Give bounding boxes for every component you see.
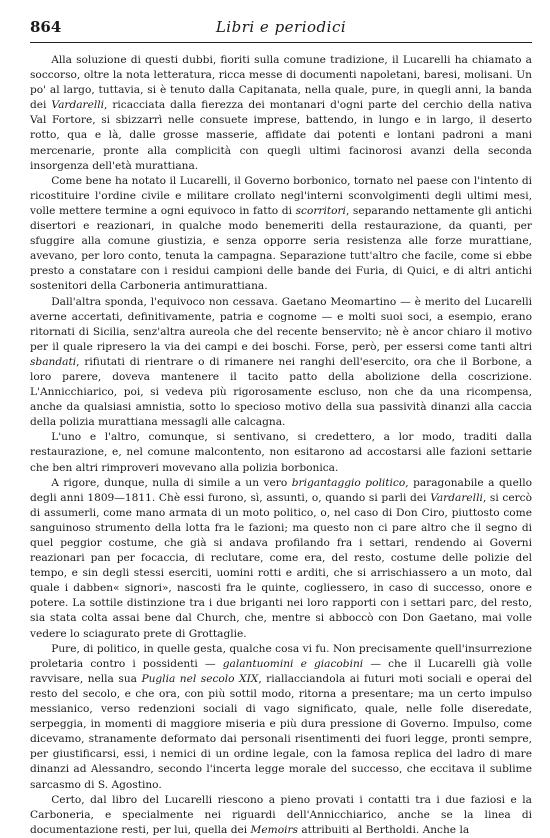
italic-text: Puglia nel secolo XIX	[141, 672, 259, 685]
running-title: Libri e periodici	[215, 18, 347, 36]
text-run: Come bene ha notato il Lucarelli, il Governo borbonico, tornato nel paese con l'intento di ricostituire l'ordine civile e militare crollato negl'interni sconvolgimenti degli ultimi mesi, volle mettere termine a ogni equivoco in fatto di	[30, 174, 532, 217]
page-header	[30, 16, 532, 38]
italic-text: Vardarelli	[51, 99, 105, 112]
text-run: — che il Lucarelli già volle ravvisare, nella sua	[30, 657, 532, 685]
text-run: , paragonabile a quello degli anni 1809—1811. Chè essi furono, sì, assunti, o, quando si parli dei	[30, 476, 532, 504]
paragraph	[30, 174, 532, 295]
italic-text: sbandati	[30, 355, 77, 368]
paragraph	[30, 476, 532, 642]
text-run: , si cercò di assumerli, come mano armata di un moto politico, o, nel caso di Don Ciro, piuttosto come sanguinoso strumento della lotta fra le fazioni; ma questo non ci pare altro che il segno di quel peggior costume, che già si andava profilando fra i settari, rendendo ai Governi reazionari pan per focaccia, di reclutare, come era, del resto, costume delle polizie del tempo, e sin degli stessi eserciti, uomini rotti e arditi, che si arrischiassero a un moto, dal quale i dabben« signori», nascosti fra le quinte, cogliessero, in caso di successo, onore e potere. La sottile distinzione tra i due briganti nei loro rapporti con i settari parc, del resto, sia stata colta assai bene dal Church, che, mentre si abboccò con Don Gaetano, mai volle vedere lo sciagurato prete di Grottaglie.	[30, 491, 532, 640]
text-run: , riallacciandola ai futuri moti sociali e operai del resto del secolo, e che ora, con più sottil modo, ritorna a presentare; ma un certo impulso messianico, verso redenzioni sociali di vago significato, quale, nelle folle diseredate, serpeggia, in momenti di maggiore miseria e più dura pressione di Governo. Impulso, come dicevamo, stranamente deformato dai personali risentimenti dei fuori legge, pronti sempre, per giustificarsi, essi, i nemici di un ordine legale, con la famosa replica del ladro di mare dinanzi ad Alessandro, secondo l'incerta legge morale del successo, che eccitava il sublime sarcasmo di S. Agostino.	[30, 672, 532, 791]
paragraph	[30, 642, 532, 793]
italic-text: brigantaggio politico	[291, 476, 406, 489]
body-text	[30, 53, 532, 838]
page-number: 864	[30, 18, 62, 36]
paragraph	[30, 295, 532, 431]
paragraph	[30, 793, 532, 838]
text-run: Alla soluzione di questi dubbi, fioriti sulla comune tradizione, il Lucarelli ha chiamato a soccorso, oltre la nota letteratura, ricca messe di documenti napoletani, baresi, molisani. Un po' al largo, tuttavia, si è tenuto dalla Capitanata, nella quale, pure, in quegli anni, la banda dei	[30, 54, 532, 112]
paragraph	[30, 430, 532, 475]
text-run: Dall'altra sponda, l'equivoco non cessava. Gaetano Meomartino — è merito del Lucarelli averne accertati, definitivamente, patria e cognome — e molti suoi soci, a esempio, erano ritornati di Sicilia, senz'altra aureola che del recente benservito; nè è ancor chiaro il motivo per il quale ripresero la via dei campi e dei boschi. Forse, però, per essersi come tanti altri	[30, 295, 532, 353]
text-run: attribuiti al Bertholdi. Anche la	[297, 823, 470, 836]
text-run: Certo, dal libro del Lucarelli riescono a pieno provati i contatti tra i due faziosi e la Carboneria, e specialmente nei riguardi dell'Annicchiarico, anche se la linea di documentazione resti, per lui, quella dei	[30, 793, 532, 836]
italic-text: Vardarelli	[430, 491, 483, 504]
text-run: Pure, di politico, in quelle gesta, qualche cosa vi fu. Non precisamente quell'insurrezione proletaria contro i possidenti —	[30, 642, 532, 670]
text-run: , rifiutati di rientrare o di rimanere nei ranghi dell'esercito, ora che il Borbone, a loro parere, doveva mantenere il tacito patto della abolizione della coscrizione. L'Annicchiarico, poi, si vedeva più rigorosamente escluso, non che da una ricompensa, anche da qualsiasi amnistia, sotto lo specioso motivo della sua passività dinanzi alla caccia della polizia murattiana messagli alle calcagna.	[30, 355, 532, 429]
text-run: , ricacciata dalla fierezza dei montanari d'ogni parte del cerchio della nativa Val Fortore, si sbizzarrì nelle consuete imprese, battendo, in lungo e in largo, il deserto rotto, qua e là, dalle grosse masserie, affidate dai potenti e lontani padroni a mani mercenarie, pronte alla complicità con quegli ultimi facinorosi avanzi della seconda insorgenza dell'età murattiana.	[30, 99, 532, 172]
header-rule	[30, 42, 532, 43]
text-run: , separando nettamente gli antichi disertori e reazionari, in qualche modo benemeriti della restaurazione, da quanti, per sfuggire alla comune giustizia, e senza opporre seria resistenza alle forze murattiane, avevano, per loro conto, tenuta la campagna. Separazione tutt'altro che facile, come si ebbe presto a constatare con i residui campioni delle bande dei Furia, di Quici, e di altri antichi sostenitori della Carboneria antimurattiana.	[30, 204, 532, 293]
text-run: L'uno e l'altro, comunque, si sentivano, si credettero, a lor modo, traditi dalla restaurazione, e, nel comune malcontento, non esitarono ad accostarsi alle fazioni settarie che ben altri rimproveri movevano alla polizia borbonica.	[30, 431, 532, 474]
italic-text: scorritori	[295, 204, 346, 217]
italic-text: galantuomini e giacobini	[222, 657, 364, 670]
italic-text: Memoirs	[250, 823, 298, 836]
text-run: A rigore, dunque, nulla di simile a un vero	[51, 476, 292, 489]
paragraph	[30, 53, 532, 174]
